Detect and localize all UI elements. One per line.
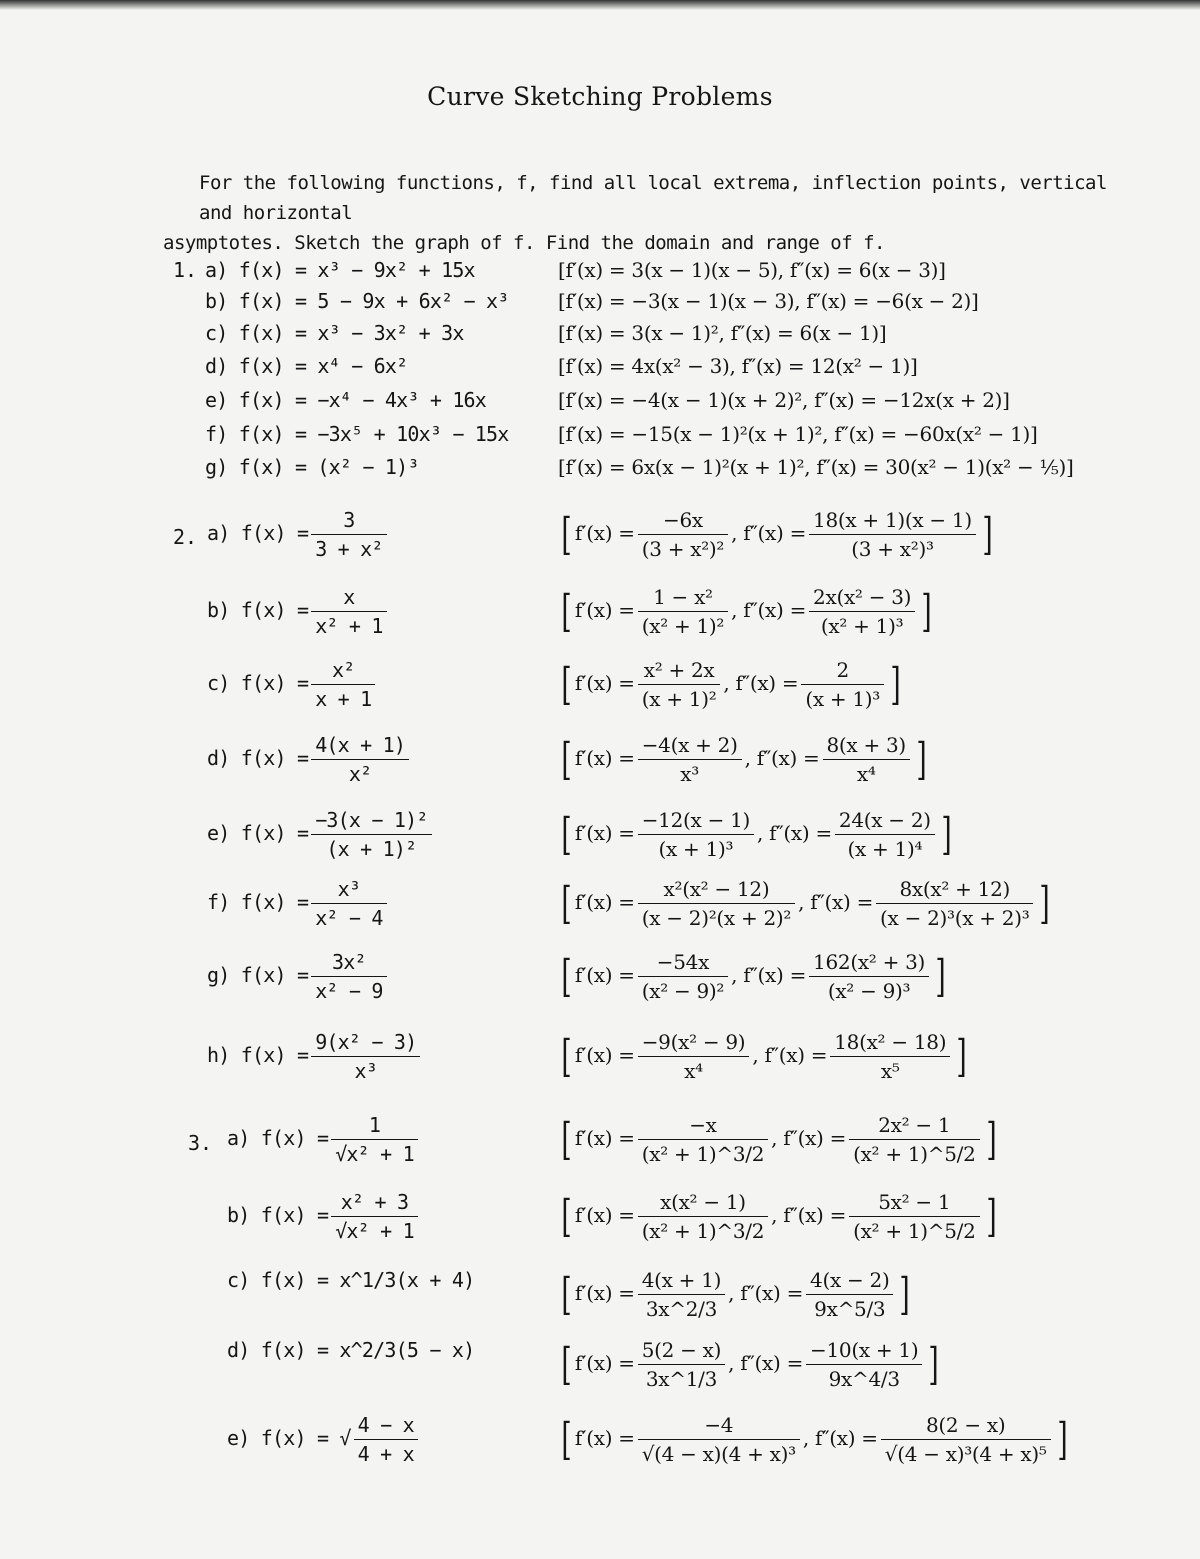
second-derivative-label: f″(x) = — [764, 1043, 828, 1067]
first-derivative-fraction-denominator: (x + 1)³ — [658, 837, 734, 861]
second-derivative-fraction-numerator: 18(x² − 18) — [830, 1030, 950, 1057]
second-derivative-fraction-denominator: x⁴ — [856, 762, 876, 786]
second-derivative-fraction-numerator: 2 — [801, 658, 884, 685]
separator: , — [728, 1281, 741, 1305]
function-expression: f(x) = x^2/3(5 − x) — [260, 1338, 475, 1362]
function-lhs: f(x) = √ — [260, 1426, 351, 1450]
close-bracket: ] — [890, 658, 901, 710]
first-derivative-fraction — [638, 585, 728, 638]
derivative-answer — [558, 1413, 1070, 1466]
problem-label: e) — [207, 821, 241, 845]
close-bracket: ] — [1039, 877, 1050, 929]
function-fraction-denominator: x² — [348, 762, 372, 786]
close-bracket: ] — [921, 585, 932, 637]
page-title: Curve Sketching Problems — [427, 82, 773, 111]
open-bracket: [ — [561, 950, 572, 1002]
first-derivative-fraction-numerator: −4(x + 2) — [638, 733, 742, 760]
function-fraction-denominator: x² + 1 — [315, 614, 383, 638]
problem-label: b) — [205, 289, 239, 313]
first-derivative-label: f′(x) = — [574, 1351, 635, 1375]
derivative-answer: [f′(x) = 3(x − 1)(x − 5), f″(x) = 6(x − 3)] — [558, 258, 946, 282]
function-fraction-numerator: 1 — [331, 1113, 418, 1140]
separator: , — [757, 821, 770, 845]
problem-label: f) — [207, 890, 241, 914]
problem-function — [207, 950, 390, 1003]
first-derivative-fraction-numerator: −9(x² − 9) — [638, 1030, 750, 1057]
second-derivative-fraction-numerator: 8(2 − x) — [881, 1413, 1051, 1440]
function-fraction — [354, 1413, 418, 1466]
first-derivative-fraction — [638, 1113, 768, 1166]
open-bracket: [ — [561, 508, 572, 560]
second-derivative-fraction — [830, 1030, 950, 1083]
problem-function — [207, 877, 390, 930]
close-bracket: ] — [956, 1030, 967, 1082]
first-derivative-fraction-denominator: √(4 − x)(4 + x)³ — [641, 1442, 796, 1466]
problem-function — [207, 1030, 423, 1083]
close-bracket: ] — [941, 808, 952, 860]
first-derivative-label: f′(x) = — [574, 746, 635, 770]
second-derivative-fraction — [809, 585, 915, 638]
first-derivative-fraction-numerator: 1 − x² — [638, 585, 728, 612]
first-derivative-fraction-denominator: 3x^1/3 — [645, 1367, 717, 1391]
problem-label: b) — [207, 598, 241, 622]
first-derivative-fraction — [638, 1413, 800, 1466]
derivative-answer: [f′(x) = 3(x − 1)², f″(x) = 6(x − 1)] — [558, 321, 887, 345]
first-derivative-label: f′(x) = — [574, 1426, 635, 1450]
second-derivative-label: f″(x) = — [743, 521, 807, 545]
second-derivative-fraction-denominator: (x² + 1)^5/2 — [853, 1142, 976, 1166]
function-fraction-denominator: x + 1 — [315, 687, 372, 711]
second-derivative-fraction-numerator: 2x(x² − 3) — [809, 585, 915, 612]
function-fraction-numerator: 3 — [311, 508, 386, 535]
second-derivative-label: f″(x) = — [735, 671, 799, 695]
instructions-line-2: asymptotes. Sketch the graph of f. Find the domain and range of f. — [163, 232, 885, 254]
derivative-answer — [558, 808, 955, 861]
separator: , — [731, 521, 744, 545]
second-derivative-fraction-denominator: (3 + x²)³ — [851, 537, 934, 561]
function-fraction-denominator: √x² + 1 — [335, 1142, 414, 1166]
open-bracket: [ — [561, 1268, 572, 1320]
function-fraction — [311, 877, 386, 930]
second-derivative-label: f″(x) = — [743, 963, 807, 987]
second-derivative-fraction — [849, 1113, 979, 1166]
first-derivative-label: f′(x) = — [574, 598, 635, 622]
open-bracket: [ — [561, 877, 572, 929]
close-bracket: ] — [916, 733, 927, 785]
second-derivative-fraction — [801, 658, 884, 711]
second-derivative-fraction — [876, 877, 1033, 930]
first-derivative-fraction — [638, 1190, 768, 1243]
derivative-answer — [558, 508, 996, 561]
close-bracket: ] — [935, 950, 946, 1002]
second-derivative-label: f″(x) = — [740, 1281, 804, 1305]
function-fraction-numerator: −3(x − 1)² — [311, 808, 431, 835]
problem-function — [207, 508, 390, 561]
close-bracket: ] — [985, 1190, 997, 1242]
open-bracket: [ — [561, 1413, 572, 1465]
first-derivative-fraction — [638, 1030, 750, 1083]
derivative-answer: [f′(x) = −4(x − 1)(x + 2)², f″(x) = −12x(x + 2)] — [558, 388, 1010, 412]
first-derivative-fraction-denominator: (3 + x²)² — [641, 537, 725, 561]
first-derivative-label: f′(x) = — [574, 671, 635, 695]
problem-label: a) — [227, 1126, 261, 1150]
second-derivative-fraction — [809, 508, 976, 561]
first-derivative-fraction — [638, 1338, 725, 1391]
first-derivative-fraction — [638, 508, 728, 561]
close-bracket: ] — [899, 1268, 910, 1320]
function-fraction — [331, 1190, 418, 1243]
function-fraction — [331, 1113, 418, 1166]
derivative-answer: [f′(x) = 6x(x − 1)²(x + 1)², f″(x) = 30(x² − 1)(x² − ⅕)] — [558, 455, 1074, 479]
close-bracket: ] — [928, 1338, 939, 1390]
derivative-answer — [558, 733, 930, 786]
problem-label: d) — [205, 354, 239, 378]
first-derivative-fraction-numerator: −x — [638, 1113, 768, 1140]
second-derivative-fraction-denominator: (x² + 1)^5/2 — [853, 1219, 976, 1243]
problem-label: f) — [205, 422, 239, 446]
second-derivative-fraction-numerator: 8x(x² + 12) — [876, 877, 1033, 904]
derivative-answer — [558, 1030, 970, 1083]
function-fraction-denominator: √x² + 1 — [335, 1219, 414, 1243]
close-bracket: ] — [1056, 1413, 1068, 1465]
function-fraction-denominator: x² − 9 — [315, 979, 383, 1003]
second-derivative-fraction-denominator: (x − 2)³(x + 2)³ — [880, 906, 1030, 930]
function-fraction-denominator: x² − 4 — [315, 906, 383, 930]
function-lhs: f(x) = — [240, 746, 309, 770]
function-expression: f(x) = x⁴ − 6x² — [238, 354, 408, 378]
second-derivative-fraction-denominator: (x + 1)³ — [805, 687, 881, 711]
function-fraction — [311, 508, 386, 561]
problem-function — [207, 808, 435, 861]
section-1-number: 1. — [173, 258, 198, 282]
function-expression: f(x) = 5 − 9x + 6x² − x³ — [238, 289, 509, 313]
problem-label: a) — [205, 258, 239, 282]
second-derivative-label: f″(x) = — [814, 1426, 878, 1450]
problem-function — [205, 388, 486, 412]
first-derivative-label: f′(x) = — [574, 890, 635, 914]
separator: , — [723, 671, 736, 695]
section-3-number: 3. — [188, 1131, 213, 1155]
first-derivative-fraction-denominator: (x² − 9)² — [641, 979, 725, 1003]
open-bracket: [ — [561, 658, 572, 710]
first-derivative-fraction-denominator: (x² + 1)² — [641, 614, 725, 638]
function-expression: f(x) = −3x⁵ + 10x³ − 15x — [238, 422, 509, 446]
function-expression: f(x) = x^1/3(x + 4) — [260, 1268, 475, 1292]
derivative-answer: [f′(x) = −15(x − 1)²(x + 1)², f″(x) = −60x(x² − 1)] — [558, 422, 1038, 446]
separator: , — [752, 1043, 765, 1067]
problem-label: e) — [227, 1426, 261, 1450]
problem-label: b) — [227, 1203, 261, 1227]
first-derivative-fraction — [638, 1268, 725, 1321]
function-fraction-denominator: (x + 1)² — [326, 837, 417, 861]
second-derivative-fraction-numerator: 4(x − 2) — [806, 1268, 893, 1295]
second-derivative-label: f″(x) = — [740, 1351, 804, 1375]
second-derivative-label: f″(x) = — [810, 890, 874, 914]
second-derivative-fraction — [806, 1338, 922, 1391]
problem-label: c) — [205, 321, 239, 345]
function-lhs: f(x) = — [240, 963, 309, 987]
second-derivative-fraction-denominator: (x² + 1)³ — [820, 614, 904, 638]
problem-function — [205, 354, 407, 378]
second-derivative-fraction-numerator: 18(x + 1)(x − 1) — [809, 508, 976, 535]
problem-function — [207, 733, 412, 786]
problem-function — [227, 1268, 474, 1292]
second-derivative-fraction-numerator: 8(x + 3) — [823, 733, 910, 760]
function-fraction-numerator: x² + 3 — [331, 1190, 418, 1217]
second-derivative-label: f″(x) = — [769, 821, 832, 845]
function-fraction — [311, 658, 375, 711]
section-2-number: 2. — [173, 525, 198, 549]
problem-label: g) — [207, 963, 241, 987]
problem-function — [207, 658, 378, 711]
problem-label: d) — [227, 1338, 261, 1362]
second-derivative-fraction — [806, 1268, 893, 1321]
first-derivative-label: f′(x) = — [574, 821, 635, 845]
function-fraction-numerator: x — [311, 585, 386, 612]
separator: , — [731, 963, 744, 987]
first-derivative-fraction-denominator: (x − 2)²(x + 2)² — [641, 906, 792, 930]
first-derivative-label: f′(x) = — [574, 1126, 635, 1150]
function-expression: f(x) = x³ − 3x² + 3x — [238, 321, 464, 345]
first-derivative-fraction-denominator: x³ — [680, 762, 699, 786]
function-lhs: f(x) = — [240, 598, 309, 622]
function-fraction-numerator: 4(x + 1) — [311, 733, 409, 760]
problem-label: h) — [207, 1043, 241, 1067]
second-derivative-fraction-denominator: (x + 1)⁴ — [847, 837, 923, 861]
first-derivative-fraction-numerator: −6x — [638, 508, 728, 535]
problem-function — [227, 1190, 421, 1243]
function-lhs: f(x) = — [240, 821, 309, 845]
function-fraction — [311, 950, 386, 1003]
separator: , — [744, 746, 757, 770]
first-derivative-fraction-denominator: (x² + 1)^3/2 — [641, 1219, 765, 1243]
function-fraction-numerator: x² — [311, 658, 375, 685]
derivative-answer — [558, 1268, 913, 1321]
first-derivative-label: f′(x) = — [574, 1043, 635, 1067]
second-derivative-fraction-denominator: (x² − 9)³ — [827, 979, 911, 1003]
second-derivative-label: f″(x) = — [756, 746, 820, 770]
second-derivative-fraction — [835, 808, 935, 861]
first-derivative-fraction — [638, 733, 742, 786]
separator: , — [771, 1203, 784, 1227]
derivative-answer — [558, 658, 904, 711]
problem-function — [227, 1338, 474, 1362]
first-derivative-fraction-numerator: 4(x + 1) — [638, 1268, 725, 1295]
function-expression: f(x) = (x² − 1)³ — [238, 455, 419, 479]
function-fraction — [311, 1030, 420, 1083]
derivative-answer: [f′(x) = −3(x − 1)(x − 3), f″(x) = −6(x − 2)] — [558, 289, 979, 313]
second-derivative-fraction-denominator: 9x^5/3 — [814, 1297, 886, 1321]
problem-label: e) — [205, 388, 239, 412]
problem-function — [205, 455, 419, 479]
derivative-answer — [558, 1190, 999, 1243]
function-fraction-numerator: x³ — [311, 877, 386, 904]
problem-label: g) — [205, 455, 239, 479]
function-fraction-denominator: x³ — [354, 1059, 378, 1083]
open-bracket: [ — [561, 1190, 572, 1242]
instructions-line-1: For the following functions, f, find all local extrema, inflection points, vertical and horizontal — [199, 172, 1107, 224]
open-bracket: [ — [561, 1338, 572, 1390]
open-bracket: [ — [561, 733, 572, 785]
second-derivative-label: f″(x) = — [783, 1203, 847, 1227]
derivative-answer — [558, 877, 1053, 930]
problem-function — [205, 321, 464, 345]
problem-label: c) — [227, 1268, 261, 1292]
instructions — [163, 168, 1148, 258]
first-derivative-label: f′(x) = — [574, 521, 635, 545]
first-derivative-fraction-numerator: −54x — [638, 950, 728, 977]
second-derivative-fraction-denominator: 9x^4/3 — [828, 1367, 900, 1391]
function-fraction-numerator: 3x² — [311, 950, 386, 977]
second-derivative-fraction-denominator: x⁵ — [880, 1059, 900, 1083]
derivative-answer — [558, 1113, 999, 1166]
problem-function — [205, 289, 509, 313]
problem-function — [207, 585, 390, 638]
problem-function — [205, 258, 475, 282]
open-bracket: [ — [561, 1030, 572, 1082]
second-derivative-label: f″(x) = — [783, 1126, 847, 1150]
second-derivative-fraction-numerator: 162(x² + 3) — [809, 950, 929, 977]
first-derivative-fraction-denominator: 3x^2/3 — [645, 1297, 717, 1321]
first-derivative-label: f′(x) = — [574, 1281, 635, 1305]
first-derivative-fraction — [638, 658, 721, 711]
derivative-answer — [558, 585, 935, 638]
second-derivative-label: f″(x) = — [743, 598, 807, 622]
first-derivative-fraction-numerator: −12(x − 1) — [638, 808, 754, 835]
function-expression: f(x) = −x⁴ − 4x³ + 16x — [238, 388, 487, 412]
function-lhs: f(x) = — [240, 521, 309, 545]
first-derivative-fraction-denominator: (x² + 1)^3/2 — [641, 1142, 765, 1166]
function-lhs: f(x) = — [240, 1043, 309, 1067]
function-lhs: f(x) = — [240, 890, 309, 914]
first-derivative-fraction — [638, 877, 795, 930]
open-bracket: [ — [561, 1113, 572, 1165]
function-fraction — [311, 808, 431, 861]
second-derivative-fraction-numerator: 5x² − 1 — [849, 1190, 979, 1217]
problem-label: c) — [207, 671, 241, 695]
derivative-answer — [558, 1338, 942, 1391]
separator: , — [798, 890, 811, 914]
problem-function — [205, 422, 509, 446]
function-lhs: f(x) = — [260, 1203, 329, 1227]
separator: , — [771, 1126, 784, 1150]
first-derivative-fraction-numerator: x(x² − 1) — [638, 1190, 768, 1217]
open-bracket: [ — [561, 585, 572, 637]
second-derivative-fraction-denominator: √(4 − x)³(4 + x)⁵ — [884, 1442, 1047, 1466]
first-derivative-fraction-numerator: x² + 2x — [638, 658, 721, 685]
problem-function — [227, 1413, 421, 1466]
separator: , — [728, 1351, 741, 1375]
problem-label: d) — [207, 746, 241, 770]
first-derivative-fraction-numerator: 5(2 − x) — [638, 1338, 725, 1365]
first-derivative-label: f′(x) = — [574, 963, 635, 987]
function-expression: f(x) = x³ − 9x² + 15x — [238, 258, 475, 282]
function-lhs: f(x) = — [240, 671, 309, 695]
derivative-answer: [f′(x) = 4x(x² − 3), f″(x) = 12(x² − 1)] — [558, 354, 918, 378]
problem-label: a) — [207, 521, 241, 545]
close-bracket: ] — [985, 1113, 997, 1165]
problem-function — [227, 1113, 421, 1166]
function-fraction-numerator: 4 − x — [354, 1413, 418, 1440]
function-fraction — [311, 585, 386, 638]
second-derivative-fraction-numerator: −10(x + 1) — [806, 1338, 922, 1365]
second-derivative-fraction — [823, 733, 910, 786]
first-derivative-fraction — [638, 950, 728, 1003]
function-fraction-denominator: 3 + x² — [315, 537, 383, 561]
first-derivative-fraction-denominator: x⁴ — [684, 1059, 703, 1083]
function-fraction-denominator: 4 + x — [357, 1442, 414, 1466]
derivative-answer — [558, 950, 949, 1003]
open-bracket: [ — [561, 808, 572, 860]
second-derivative-fraction — [881, 1413, 1051, 1466]
second-derivative-fraction-numerator: 2x² − 1 — [849, 1113, 979, 1140]
first-derivative-fraction-numerator: x²(x² − 12) — [638, 877, 795, 904]
second-derivative-fraction — [849, 1190, 979, 1243]
page-top-edge — [0, 0, 1200, 10]
first-derivative-fraction-numerator: −4 — [638, 1413, 800, 1440]
first-derivative-fraction-denominator: (x + 1)² — [641, 687, 717, 711]
separator: , — [731, 598, 744, 622]
first-derivative-fraction — [638, 808, 754, 861]
close-bracket: ] — [982, 508, 993, 560]
separator: , — [802, 1426, 815, 1450]
function-fraction-numerator: 9(x² − 3) — [311, 1030, 420, 1057]
function-lhs: f(x) = — [260, 1126, 329, 1150]
second-derivative-fraction-numerator: 24(x − 2) — [835, 808, 935, 835]
function-fraction — [311, 733, 409, 786]
second-derivative-fraction — [809, 950, 929, 1003]
first-derivative-label: f′(x) = — [574, 1203, 635, 1227]
